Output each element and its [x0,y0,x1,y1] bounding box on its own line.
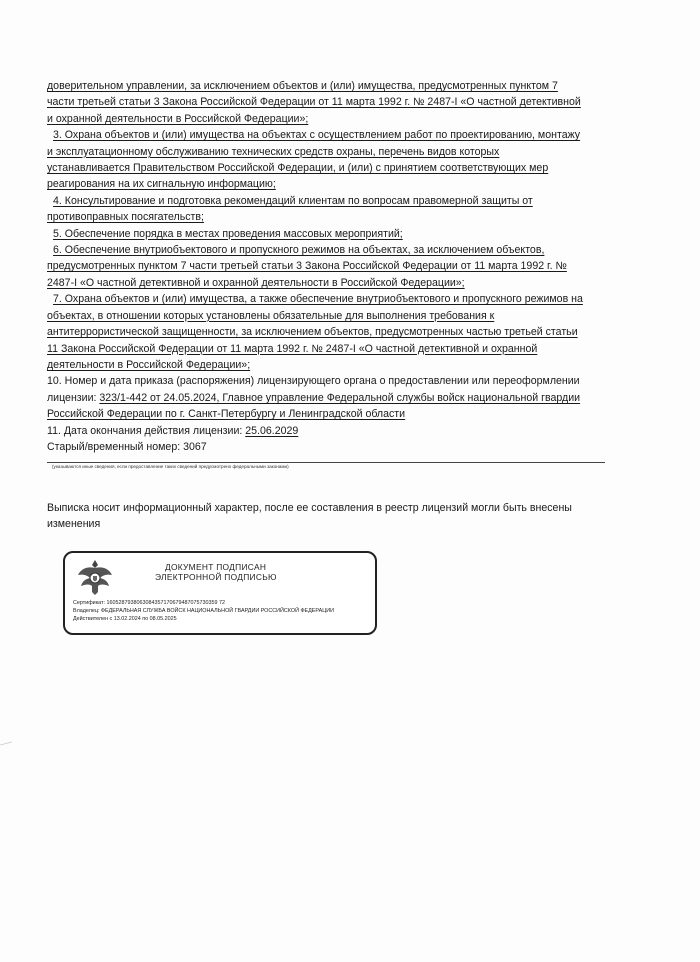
scan-artifact [0,742,12,746]
body-line: 7. Охрана объектов и (или) имущества, а также обеспечение внутриобъектового и пропускного режимов на [53,293,583,306]
old-number-line [47,439,657,455]
license-expiry-label: 11. Дата окончания действия лицензии: [47,424,246,437]
body-line: части третьей статьи 3 Закона Российской Федерации от 11 марта 1992 г. № 2487-I «О частной детективной [47,96,581,109]
disclaimer [47,500,607,533]
body-line: антитеррористической защищенности, за исключением объектов, предусмотренных частью третьей статьи [47,326,578,339]
body-line: предусмотренных пунктом 7 части третьей статьи 3 Закона Российской Федерации от 11 марта 1992 г. № [47,260,567,273]
disclaimer-line-1: Выписка носит информационный характер, после ее составления в реестр лицензий могли быть внесены [47,502,572,514]
body-line: 5. Обеспечение порядка в местах проведения массовых мероприятий; [53,227,403,240]
certificate-owner: Владелец: ФЕДЕРАЛЬНАЯ СЛУЖБА ВОЙСК НАЦИОНАЛЬНОЙ ГВАРДИИ РОССИЙСКОЙ ФЕДЕРАЦИИ [73,608,334,614]
body-line: доверительном управлении, за исключением объектов и (или) имущества, предусмотренных пунктом 7 [47,80,558,92]
body-line: 11 Закона Российской Федерации от 11 марта 1992 г. № 2487-I «О частной детективной и охранной [47,342,538,355]
body-line: противоправных посягательств; [47,211,204,224]
body-line: 4. Консультирование и подготовка рекомендаций клиентам по вопросам правомерной защиты от [53,194,533,207]
license-activities-list [47,78,657,373]
signature-title-line-1: ДОКУМЕНТ ПОДПИСАН [165,562,267,572]
license-body [47,78,657,455]
body-line: 6. Обеспечение внутриобъектового и пропускного режимов на объектах, за исключением объектов, [53,244,545,257]
disclaimer-line-2: изменения [47,518,101,531]
item-10-line-3: Российской Федерации по г. Санкт-Петербургу и Ленинградской области [47,408,406,421]
certificate-validity: Действителен с 13.02.2024 по 08.05.2025 [73,616,177,622]
license-expiry-line [47,423,657,439]
body-line: реагирования на их сигнальную информацию; [47,178,276,191]
old-number-value: 3067 [183,440,207,453]
electronic-signature-stamp [63,551,377,635]
signature-title-line-2: ЭЛЕКТРОННОЙ ПОДПИСЬЮ [155,572,277,582]
body-line: 2487-I «О частной детективной и охранной деятельности в Российской Федерации»; [47,276,465,289]
item-10-line-1: 10. Номер и дата приказа (распоряжения) лицензирующего органа о предоставлении или переоформлении [47,375,580,388]
item-10-prefix: лицензии: [47,391,100,404]
body-line: и эксплуатационному обслуживанию технических средств охраны, перечень видов которых [47,145,500,158]
body-line: деятельности в Российской Федерации»; [47,358,251,371]
footnote-rule [47,462,605,463]
body-line: объектах, в отношении которых установлены обязательные для выполнения требования к [47,309,495,322]
license-expiry-value: 25.06.2029 [245,424,299,437]
signature-title [155,562,277,582]
body-line: и охранной деятельности в Российской Федерации»; [47,112,309,125]
footnote-text: (указываются иные сведения, если предоставление таких сведений предусмотрено федеральными законами) [52,464,289,469]
eagle-emblem-icon [75,557,115,597]
signature-details [73,599,334,623]
body-line: устанавливается Правительством Российской Федерации, и (или) с принятием соответствующих мер [47,162,549,175]
old-number-label: Старый/временный номер: [47,440,184,453]
order-number-value: 323/1-442 от 24.05.2024, Главное управление Федеральной службы войск национальной гвардии [99,391,581,404]
body-line: 3. Охрана объектов и (или) имущества на объектах с осуществлением работ по проектированию, монтажу [53,129,581,142]
item-10-line-2 [47,390,657,406]
certificate-number: Сертификат: 1605287938063084357170679487075730359 72 [73,600,225,606]
